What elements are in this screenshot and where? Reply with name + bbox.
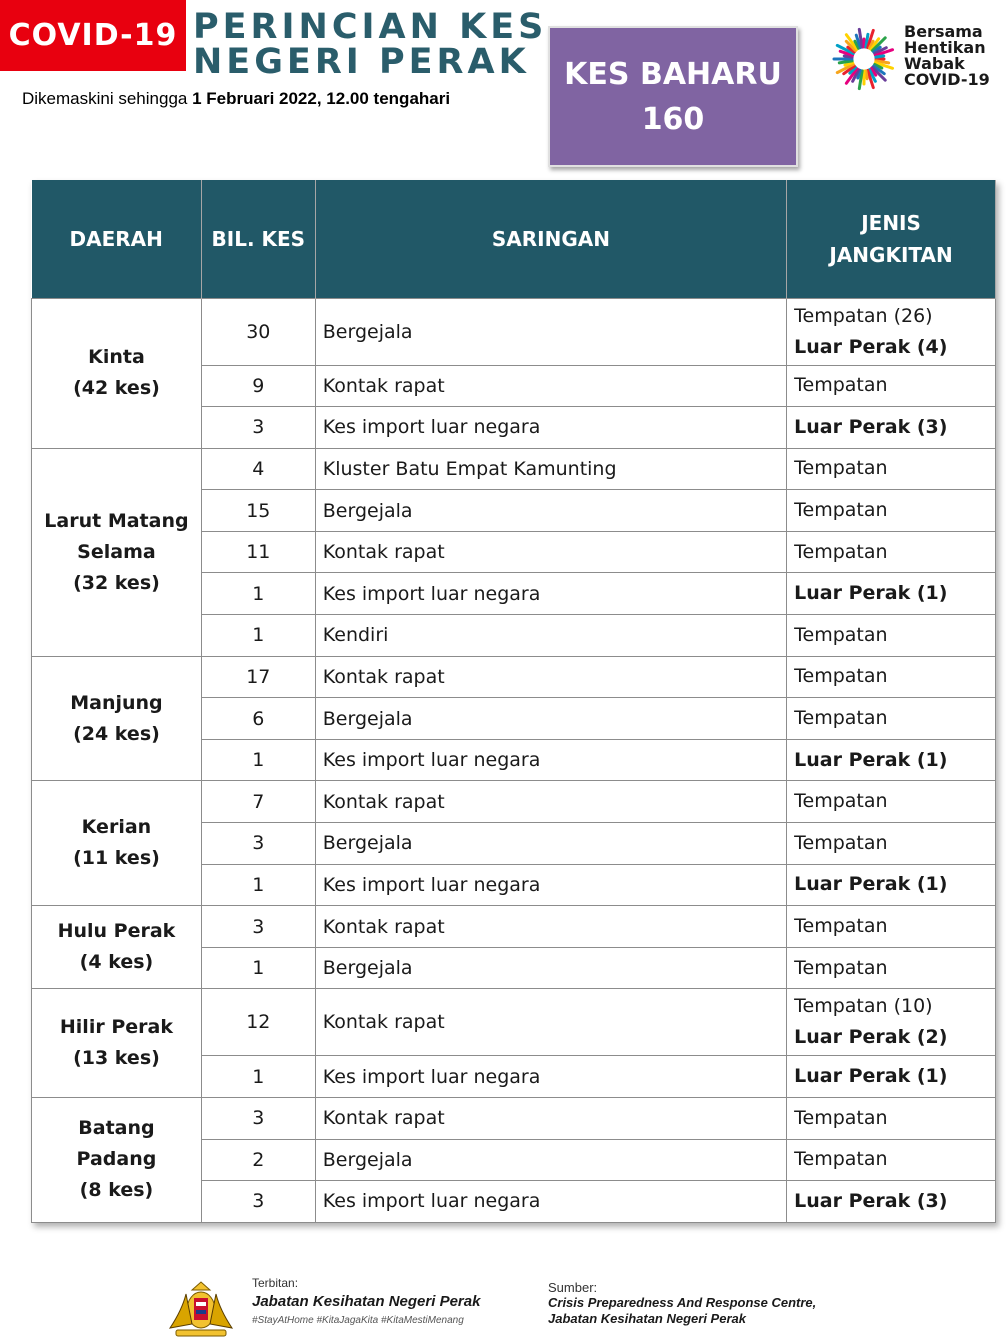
daerah-line: Kerian bbox=[81, 816, 152, 839]
jenis-jangkitan-cell bbox=[787, 739, 996, 781]
bil-kes-cell: 1 bbox=[201, 864, 315, 906]
jenis-luar-perak: Luar Perak (1) bbox=[794, 1065, 948, 1088]
bil-kes-cell: 12 bbox=[201, 989, 315, 1056]
bil-kes-cell: 30 bbox=[201, 298, 315, 365]
saringan-cell: Kes import luar negara bbox=[315, 739, 786, 781]
saringan-cell: Kontak rapat bbox=[315, 906, 786, 948]
jenis-tempatan: Tempatan bbox=[794, 374, 888, 397]
sumber-line-1: Crisis Preparedness And Response Centre, bbox=[548, 1295, 817, 1310]
saringan-cell: Kontak rapat bbox=[315, 1098, 786, 1140]
bil-kes-cell: 1 bbox=[201, 1056, 315, 1098]
bil-kes-cell: 15 bbox=[201, 490, 315, 532]
jenis-tempatan: Tempatan bbox=[794, 623, 888, 646]
bil-kes-cell: 3 bbox=[201, 1098, 315, 1140]
title-line-1: PERINCIAN KES bbox=[193, 7, 548, 47]
jenis-jangkitan-cell bbox=[787, 906, 996, 948]
table-row bbox=[32, 1098, 996, 1140]
saringan-cell: Kontak rapat bbox=[315, 531, 786, 573]
jenis-jangkitan-cell bbox=[787, 1056, 996, 1098]
daerah-cell bbox=[32, 906, 202, 989]
sunburst-logo-icon bbox=[828, 20, 900, 98]
jenis-tempatan: Tempatan bbox=[794, 956, 888, 979]
bil-kes-cell: 17 bbox=[201, 656, 315, 698]
saringan-cell: Kontak rapat bbox=[315, 989, 786, 1056]
daerah-line: (24 kes) bbox=[73, 722, 160, 745]
daerah-line: (42 kes) bbox=[73, 377, 160, 400]
saringan-cell: Kes import luar negara bbox=[315, 1056, 786, 1098]
bersama-logo bbox=[828, 20, 998, 100]
jenis-luar-perak: Luar Perak (3) bbox=[794, 1189, 948, 1212]
header-daerah: DAERAH bbox=[32, 180, 202, 298]
saringan-cell: Bergejala bbox=[315, 698, 786, 740]
updated-date bbox=[22, 89, 450, 109]
bil-kes-cell: 1 bbox=[201, 739, 315, 781]
jenis-luar-perak: Luar Perak (4) bbox=[794, 335, 948, 358]
daerah-cell bbox=[32, 781, 202, 906]
sumber-line-2: Jabatan Kesihatan Negeri Perak bbox=[548, 1311, 746, 1326]
saringan-cell: Bergejala bbox=[315, 490, 786, 532]
bil-kes-cell: 3 bbox=[201, 407, 315, 449]
saringan-cell: Kontak rapat bbox=[315, 781, 786, 823]
saringan-cell: Bergejala bbox=[315, 1139, 786, 1181]
daerah-line: (11 kes) bbox=[73, 847, 160, 870]
header-jenis-line-1: JENIS bbox=[861, 210, 921, 235]
jenis-jangkitan-cell bbox=[787, 573, 996, 615]
saringan-cell: Kluster Batu Empat Kamunting bbox=[315, 448, 786, 490]
jenis-jangkitan-cell bbox=[787, 947, 996, 989]
daerah-line: Hilir Perak bbox=[59, 1016, 173, 1039]
footer-source bbox=[548, 1280, 816, 1327]
daerah-cell bbox=[32, 656, 202, 781]
jenis-tempatan: Tempatan bbox=[794, 831, 888, 854]
jenis-jangkitan-cell bbox=[787, 823, 996, 865]
bil-kes-cell: 11 bbox=[201, 531, 315, 573]
bil-kes-cell: 7 bbox=[201, 781, 315, 823]
daerah-line: (4 kes) bbox=[79, 951, 154, 974]
jenis-tempatan: Tempatan bbox=[794, 499, 888, 522]
jenis-jangkitan-cell bbox=[787, 615, 996, 657]
bil-kes-cell: 6 bbox=[201, 698, 315, 740]
bil-kes-cell: 4 bbox=[201, 448, 315, 490]
daerah-line: Manjung bbox=[70, 691, 163, 714]
jenis-luar-perak: Luar Perak (1) bbox=[794, 582, 948, 605]
jenis-tempatan: Tempatan (26) bbox=[794, 304, 933, 327]
bil-kes-cell: 2 bbox=[201, 1139, 315, 1181]
daerah-line: (13 kes) bbox=[73, 1047, 160, 1070]
saringan-cell: Kontak rapat bbox=[315, 365, 786, 407]
cases-table bbox=[31, 180, 996, 1223]
saringan-cell: Bergejala bbox=[315, 823, 786, 865]
bil-kes-cell: 3 bbox=[201, 906, 315, 948]
table-row bbox=[32, 781, 996, 823]
kes-baharu-value: 160 bbox=[641, 101, 705, 137]
jenis-jangkitan-cell bbox=[787, 656, 996, 698]
daerah-cell bbox=[32, 298, 202, 448]
jenis-jangkitan-cell bbox=[787, 989, 996, 1056]
jenis-luar-perak: Luar Perak (2) bbox=[794, 1026, 948, 1049]
logo-line-1: Bersama bbox=[904, 22, 983, 41]
perak-crest-icon bbox=[162, 1280, 240, 1338]
jenis-jangkitan-cell bbox=[787, 864, 996, 906]
bil-kes-cell: 1 bbox=[201, 947, 315, 989]
saringan-cell: Kendiri bbox=[315, 615, 786, 657]
jenis-tempatan: Tempatan bbox=[794, 790, 888, 813]
jenis-tempatan: Tempatan bbox=[794, 540, 888, 563]
bil-kes-cell: 3 bbox=[201, 1181, 315, 1223]
jenis-jangkitan-cell bbox=[787, 781, 996, 823]
kes-baharu-box bbox=[548, 26, 798, 167]
daerah-line: Kinta bbox=[88, 346, 145, 369]
table-row bbox=[32, 448, 996, 490]
jenis-tempatan: Tempatan (10) bbox=[794, 995, 933, 1018]
table-header-row bbox=[32, 180, 996, 298]
saringan-cell: Bergejala bbox=[315, 947, 786, 989]
logo-line-2: Hentikan bbox=[904, 38, 986, 57]
bil-kes-cell: 1 bbox=[201, 615, 315, 657]
jenis-tempatan: Tempatan bbox=[794, 915, 888, 938]
jenis-tempatan: Tempatan bbox=[794, 665, 888, 688]
logo-line-4: COVID-19 bbox=[904, 70, 990, 89]
jenis-luar-perak: Luar Perak (1) bbox=[794, 873, 948, 896]
logo-line-3: Wabak bbox=[904, 54, 965, 73]
jenis-jangkitan-cell bbox=[787, 531, 996, 573]
saringan-cell: Kes import luar negara bbox=[315, 1181, 786, 1223]
table-row bbox=[32, 656, 996, 698]
saringan-cell: Bergejala bbox=[315, 298, 786, 365]
jenis-jangkitan-cell bbox=[787, 407, 996, 449]
updated-prefix: Dikemaskini sehingga bbox=[22, 89, 188, 108]
daerah-line: Batang Padang bbox=[76, 1117, 157, 1171]
daerah-line: Hulu Perak bbox=[57, 920, 176, 943]
terbitan-org: Jabatan Kesihatan Negeri Perak bbox=[252, 1293, 481, 1310]
bil-kes-cell: 3 bbox=[201, 823, 315, 865]
jenis-jangkitan-cell bbox=[787, 448, 996, 490]
updated-value: 1 Februari 2022, 12.00 tengahari bbox=[192, 89, 451, 108]
header-jenis-line-2: JANGKITAN bbox=[829, 242, 953, 267]
jenis-tempatan: Tempatan bbox=[794, 457, 888, 480]
jenis-jangkitan-cell bbox=[787, 365, 996, 407]
daerah-cell bbox=[32, 989, 202, 1098]
jenis-tempatan: Tempatan bbox=[794, 1148, 888, 1171]
daerah-line: (32 kes) bbox=[73, 571, 160, 594]
title-line-2: NEGERI PERAK bbox=[193, 42, 530, 82]
jenis-jangkitan-cell bbox=[787, 1139, 996, 1181]
daerah-line: (8 kes) bbox=[79, 1179, 154, 1202]
table-body bbox=[32, 298, 996, 1222]
jenis-jangkitan-cell bbox=[787, 1181, 996, 1223]
footer-publisher-text bbox=[252, 1276, 480, 1326]
terbitan-label: Terbitan: bbox=[252, 1276, 299, 1290]
table-row bbox=[32, 298, 996, 365]
jenis-tempatan: Tempatan bbox=[794, 1106, 888, 1129]
header-bil-kes: BIL. KES bbox=[201, 180, 315, 298]
daerah-line: Selama bbox=[77, 540, 156, 563]
jenis-jangkitan-cell bbox=[787, 1098, 996, 1140]
daerah-cell bbox=[32, 448, 202, 656]
table-row bbox=[32, 906, 996, 948]
table-row bbox=[32, 989, 996, 1056]
bil-kes-cell: 1 bbox=[201, 573, 315, 615]
page-title bbox=[193, 7, 548, 82]
jenis-luar-perak: Luar Perak (1) bbox=[794, 748, 948, 771]
footer-publisher bbox=[162, 1276, 522, 1338]
jenis-jangkitan-cell bbox=[787, 698, 996, 740]
jenis-jangkitan-cell bbox=[787, 298, 996, 365]
header-saringan: SARINGAN bbox=[315, 180, 786, 298]
daerah-line: Larut Matang bbox=[44, 509, 189, 532]
bil-kes-cell: 9 bbox=[201, 365, 315, 407]
sumber-label: Sumber: bbox=[548, 1280, 598, 1295]
covid-tag: COVID-19 bbox=[0, 0, 186, 71]
logo-text bbox=[904, 24, 990, 88]
saringan-cell: Kes import luar negara bbox=[315, 864, 786, 906]
daerah-cell bbox=[32, 1098, 202, 1223]
jenis-jangkitan-cell bbox=[787, 490, 996, 532]
saringan-cell: Kontak rapat bbox=[315, 656, 786, 698]
hashtags: #StayAtHome #KitaJagaKita #KitaMestiMenang bbox=[252, 1315, 464, 1326]
saringan-cell: Kes import luar negara bbox=[315, 407, 786, 449]
kes-baharu-label: KES BAHARU bbox=[564, 56, 782, 92]
jenis-tempatan: Tempatan bbox=[794, 707, 888, 730]
saringan-cell: Kes import luar negara bbox=[315, 573, 786, 615]
jenis-luar-perak: Luar Perak (3) bbox=[794, 415, 948, 438]
header-jenis-jangkitan bbox=[787, 180, 996, 298]
